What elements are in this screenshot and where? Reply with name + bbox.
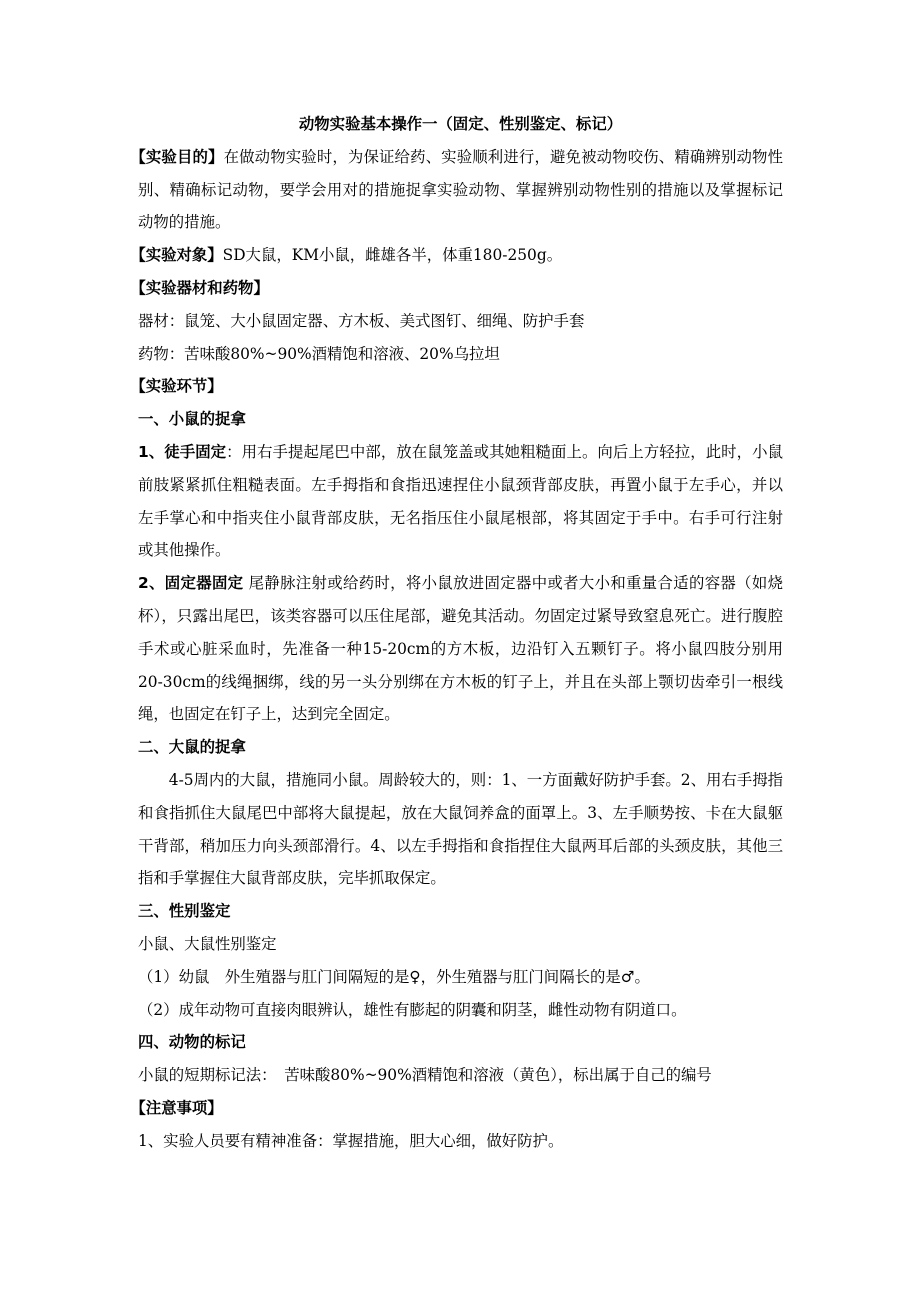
item2-label: 2、固定器固定 <box>138 574 244 593</box>
section3-subtitle: 小鼠、大鼠性别鉴定 <box>138 934 277 953</box>
item1-label: 1、徒手固定 <box>138 442 227 461</box>
section2-text: 4-5周内的大鼠，措施同小鼠。周龄较大的，则：1、一方面戴好防护手套。2、用右手拇指和食指抓住大鼠尾巴中部将大鼠提起，放在大鼠饲养盒的面罩上。3、左手顺势按、卡在大鼠躯干背部，稍加压力向头颈部滑行。4、以左手拇指和食指捏住大鼠两耳后部的头颈皮肤，其他三指和手掌握住大鼠背部皮肤，完毕抓取保定。 <box>138 770 783 888</box>
item1-text: ：用右手提起尾巴中部，放在鼠笼盖或其她粗糙面上。向后上方轻拉，此时，小鼠前肢紧紧抓住粗糙表面。左手拇指和食指迅速捏住小鼠颈背部皮肤，再置小鼠于左手心，并以左手掌心和中指夹住小鼠背部皮肤，无名指压住小鼠尾根部，将其固定于手中。右手可行注射或其他操作。 <box>138 442 783 560</box>
document-page <box>130 108 783 1158</box>
section3-item2: （2）成年动物可直接肉眼辨认，雄性有膨起的阴囊和阴茎，雌性动物有阴道口。 <box>138 1000 687 1019</box>
drugs-line: 药物：苦味酸80%~90%酒精饱和溶液、20%乌拉坦 <box>138 344 500 363</box>
materials-heading: 【实验器材和药物】 <box>130 278 269 297</box>
notes-heading: 【注意事项】 <box>130 1098 223 1117</box>
section4-text: 小鼠的短期标记法： 苦味酸80%~90%酒精饱和溶液（黄色），标出属于自己的编号 <box>138 1066 712 1085</box>
subjects-label: 【实验对象】 <box>130 246 223 265</box>
purpose-text: 在做动物实验时，为保证给药、实验顺利进行，避免被动物咬伤、精确辨别动物性别、精确标记动物，要学会用对的措施捉拿实验动物、掌握辨别动物性别的措施以及掌握标记动物的措施。 <box>138 147 783 232</box>
document-title: 动物实验基本操作一（固定、性别鉴定、标记） <box>298 115 623 133</box>
purpose-paragraph <box>130 141 783 239</box>
notes-item1: 1、实验人员要有精神准备：掌握措施，胆大心细，做好防护。 <box>138 1131 564 1150</box>
section3-item1: （1）幼鼠 外生殖器与肛门间隔短的是♀，外生殖器与肛门间隔长的是♂。 <box>138 967 650 986</box>
section2-heading: 二、大鼠的捉拿 <box>138 738 246 757</box>
section4-heading: 四、动物的标记 <box>138 1033 246 1052</box>
purpose-label: 【实验目的】 <box>130 147 224 166</box>
section3-heading: 三、性别鉴定 <box>138 902 231 921</box>
equipment-line: 器材：鼠笼、大小鼠固定器、方木板、美式图钉、细绳、防护手套 <box>138 311 585 330</box>
item2-text: 尾静脉注射或给药时，将小鼠放进固定器中或者大小和重量合适的容器（如烧杯），只露出尾巴，该类容器可以压住尾部，避免其活动。勿固定过紧导致窒息死亡。进行腹腔手术或心脏采血时，先准备一种15-20cm的方木板，边沿钉入五颗钉子。将小鼠四肢分别用20-30cm的线绳捆绑，线的另一头分别绑在方木板的钉子上，并且在头部上颚切齿牵引一根线绳，也固定在钉子上，达到完全固定。 <box>138 574 783 724</box>
subjects-paragraph <box>130 239 783 272</box>
section1-item2 <box>138 567 783 731</box>
section1-heading: 一、小鼠的捉拿 <box>138 410 246 429</box>
procedure-heading: 【实验环节】 <box>130 377 223 396</box>
section1-item1 <box>138 436 783 567</box>
subjects-text: SD大鼠，KM小鼠，雌雄各半，体重180-250g。 <box>222 246 563 265</box>
